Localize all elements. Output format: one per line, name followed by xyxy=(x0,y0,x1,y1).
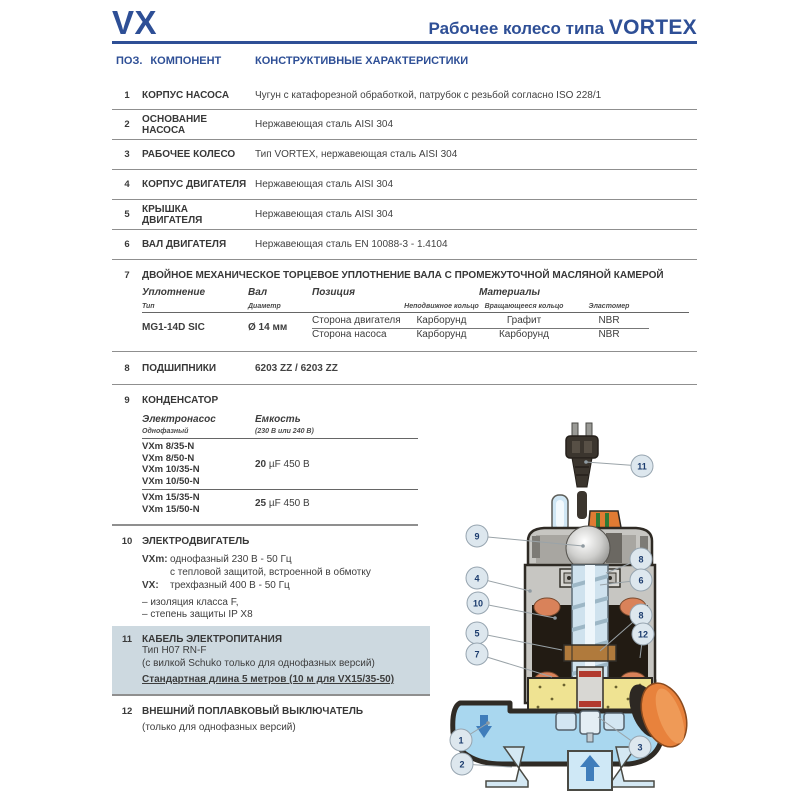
shaft-diameter-subheader: Диаметр xyxy=(248,303,281,310)
rotating-ring-subheader: Вращающееся кольцо xyxy=(484,303,564,310)
position-col-header: Позиция xyxy=(312,287,355,298)
row-pos: 9 xyxy=(124,395,130,406)
row-pos: 6 xyxy=(124,239,130,250)
table-row xyxy=(112,110,697,140)
row-pos: 1 xyxy=(124,90,130,101)
svg-text:5: 5 xyxy=(474,628,480,639)
shaft-diameter-value: Ø 14 мм xyxy=(248,321,288,333)
cable-type: Тип H07 RN-F xyxy=(142,645,207,656)
motor-variant-text: однофазный 230 В - 50 Гц xyxy=(170,554,292,565)
seal-sub-table xyxy=(142,287,689,341)
pump-model: VXm 8/50-N xyxy=(142,452,195,464)
row-characteristics: Нержавеющая сталь AISI 304 xyxy=(255,179,394,190)
row-characteristics: Чугун с катафорезной обработкой, патрубок с резьбой согласно ISO 228/1 xyxy=(255,90,602,101)
row-component: ОСНОВАНИЕ НАСОСА xyxy=(142,113,208,136)
callout-2 xyxy=(451,753,473,775)
float-switch-note: (только для однофазных версий) xyxy=(142,722,296,733)
seal-section-title: ДВОЙНОЕ МЕХАНИЧЕСКОЕ ТОРЦЕВОЕ УПЛОТНЕНИЕ ВАЛА С ПРОМЕЖУТОЧНОЙ МАСЛЯНОЙ КАМЕРОЙ xyxy=(142,270,664,281)
power-plug xyxy=(566,423,598,487)
page-title-prefix: Рабочее колесо типа xyxy=(428,19,609,38)
svg-text:9: 9 xyxy=(474,531,480,542)
power-cable xyxy=(577,491,587,519)
row-characteristics: Нержавеющая сталь AISI 304 xyxy=(255,209,394,220)
callout-1 xyxy=(450,729,472,751)
motor-bullet: – изоляция класса F, xyxy=(142,597,239,608)
pump-model: VXm 10/50-N xyxy=(142,475,200,487)
bearings-row xyxy=(112,352,697,385)
rotating-ring-value: Карборунд xyxy=(479,328,569,340)
svg-text:3: 3 xyxy=(637,742,643,753)
elastomer-subheader: Эластомер xyxy=(588,303,630,310)
cable-plug-note: (с вилкой Schuko только для однофазных версий) xyxy=(142,657,375,669)
svg-text:11: 11 xyxy=(637,461,647,472)
pump-model: VXm 10/35-N xyxy=(142,464,200,475)
callout-3 xyxy=(629,736,651,758)
elastomer-value: NBR xyxy=(569,328,649,340)
materials-col-header: Материалы xyxy=(479,287,540,298)
capacity-unit: µF 450 В xyxy=(266,498,310,509)
capacitor-sub-table xyxy=(142,414,418,517)
bearings-value: 6203 ZZ / 6203 ZZ xyxy=(255,362,338,374)
svg-text:12: 12 xyxy=(637,629,649,640)
seal-col-header: Уплотнение xyxy=(142,287,206,298)
row-pos: 11 xyxy=(121,634,133,645)
pump-cutaway-diagram xyxy=(440,415,700,795)
motor-bullet: – степень защиты IP X8 xyxy=(142,609,253,620)
svg-text:10: 10 xyxy=(472,598,484,609)
col-header-component: КОМПОНЕНТ xyxy=(150,55,222,67)
seal-type-value: MG1-14D SIC xyxy=(142,321,205,333)
row-component: КОРПУС ДВИГАТЕЛЯ xyxy=(142,179,247,190)
product-code: VX xyxy=(112,4,158,41)
pump-model: VXm 15/50-N xyxy=(142,503,200,515)
row-component: КОРПУС НАСОСА xyxy=(142,90,230,101)
capacity-number: 20 xyxy=(255,458,267,470)
callout-6 xyxy=(630,569,652,591)
callout-11 xyxy=(631,455,653,477)
capacity-value xyxy=(255,459,418,470)
svg-text:2: 2 xyxy=(459,759,465,770)
pump-model: VXm 15/35-N xyxy=(142,492,200,503)
row-characteristics: Тип VORTEX, нержавеющая сталь AISI 304 xyxy=(255,149,458,160)
rotating-ring-value: Графит xyxy=(506,314,542,326)
svg-text:8: 8 xyxy=(638,554,644,565)
row-component: ВНЕШНИЙ ПОПЛАВКОВЫЙ ВЫКЛЮЧАТЕЛЬ xyxy=(142,706,364,717)
capacity-col-subheader: (230 В или 240 В) xyxy=(255,428,314,435)
motor-variant-text: с тепловой защитой, встроенной в обмотку xyxy=(170,567,371,578)
pump-model-list xyxy=(142,492,255,515)
col-header-characteristics: КОНСТРУКТИВНЫЕ ХАРАКТЕРИСТИКИ xyxy=(255,55,469,67)
cable-details xyxy=(142,645,697,670)
cable-section xyxy=(112,626,697,694)
seal-position-value: Сторона насоса xyxy=(312,328,404,340)
page-title-emphasis: VORTEX xyxy=(608,16,697,39)
capacity-unit: µF 450 В xyxy=(266,458,310,470)
elastomer-value: NBR xyxy=(598,314,620,326)
pump-col-header: Электронасос xyxy=(142,414,216,425)
stationary-ring-value: Карборунд xyxy=(416,314,467,326)
motor-variant-text: трехфазный 400 В - 50 Гц xyxy=(170,580,290,591)
capacitor-sphere xyxy=(566,526,610,570)
shaft-col-header: Вал xyxy=(248,287,268,298)
row-pos: 7 xyxy=(124,270,130,281)
motor-variant-label: VX: xyxy=(142,580,159,591)
svg-text:7: 7 xyxy=(474,649,480,660)
pump-base xyxy=(486,747,654,790)
header-rule xyxy=(112,41,697,44)
table-column-headers xyxy=(112,55,697,67)
motor-variant-label: VXm: xyxy=(142,554,168,565)
row-pos: 2 xyxy=(124,119,130,130)
row-component: РАБОЧЕЕ КОЛЕСО xyxy=(142,149,236,160)
table-row xyxy=(112,82,697,110)
callout-8 xyxy=(630,548,652,570)
callout-4 xyxy=(466,567,488,589)
row-component: ВАЛ ДВИГАТЕЛЯ xyxy=(142,239,227,250)
seal-type-subheader: Тип xyxy=(142,303,155,310)
svg-text:1: 1 xyxy=(458,735,464,746)
row-pos: 12 xyxy=(121,706,133,717)
seal-section xyxy=(112,260,697,352)
row-component: ПОДШИПНИКИ xyxy=(142,362,217,374)
row-component: КАБЕЛЬ ЭЛЕКТРОПИТАНИЯ xyxy=(142,634,283,645)
svg-text:6: 6 xyxy=(638,575,644,586)
row-component: КРЫШКА ДВИГАТЕЛЯ xyxy=(142,203,203,226)
col-header-pos: ПОЗ. xyxy=(116,55,143,67)
row-component: ЭЛЕКТРОДВИГАТЕЛЬ xyxy=(142,536,250,547)
stationary-ring-value: Карборунд xyxy=(404,328,479,340)
page-title xyxy=(428,16,697,40)
row-pos: 4 xyxy=(124,179,130,190)
table-row xyxy=(112,230,697,260)
capacity-number: 25 xyxy=(255,498,267,509)
motor-variant-label xyxy=(142,566,170,579)
pump-col-subheader: Однофазный xyxy=(142,428,189,435)
capacity-value xyxy=(255,498,418,509)
callout-10 xyxy=(467,592,489,614)
table-row xyxy=(112,170,697,200)
callout-9 xyxy=(466,525,488,547)
svg-text:4: 4 xyxy=(474,573,480,584)
table-row xyxy=(112,140,697,170)
row-pos: 8 xyxy=(124,362,130,374)
row-pos: 3 xyxy=(124,149,130,160)
cable-length-note: Стандартная длина 5 метров (10 м для VX15/35-50) xyxy=(142,674,395,685)
row-pos: 10 xyxy=(121,536,133,547)
stationary-ring-subheader: Неподвижное кольцо xyxy=(404,303,479,310)
pump-model-list xyxy=(142,441,255,487)
seal-position-value: Сторона двигателя xyxy=(312,314,401,326)
capacity-col-header: Емкость xyxy=(255,414,301,425)
pump-model: VXm 8/35-N xyxy=(142,441,195,452)
row-characteristics: Нержавеющая сталь EN 10088-3 - 1.4104 xyxy=(255,239,448,250)
row-characteristics: Нержавеющая сталь AISI 304 xyxy=(255,119,394,130)
table-row xyxy=(112,200,697,230)
row-component: КОНДЕНСАТОР xyxy=(142,395,219,406)
svg-text:8: 8 xyxy=(638,610,644,621)
row-pos: 5 xyxy=(124,209,130,220)
